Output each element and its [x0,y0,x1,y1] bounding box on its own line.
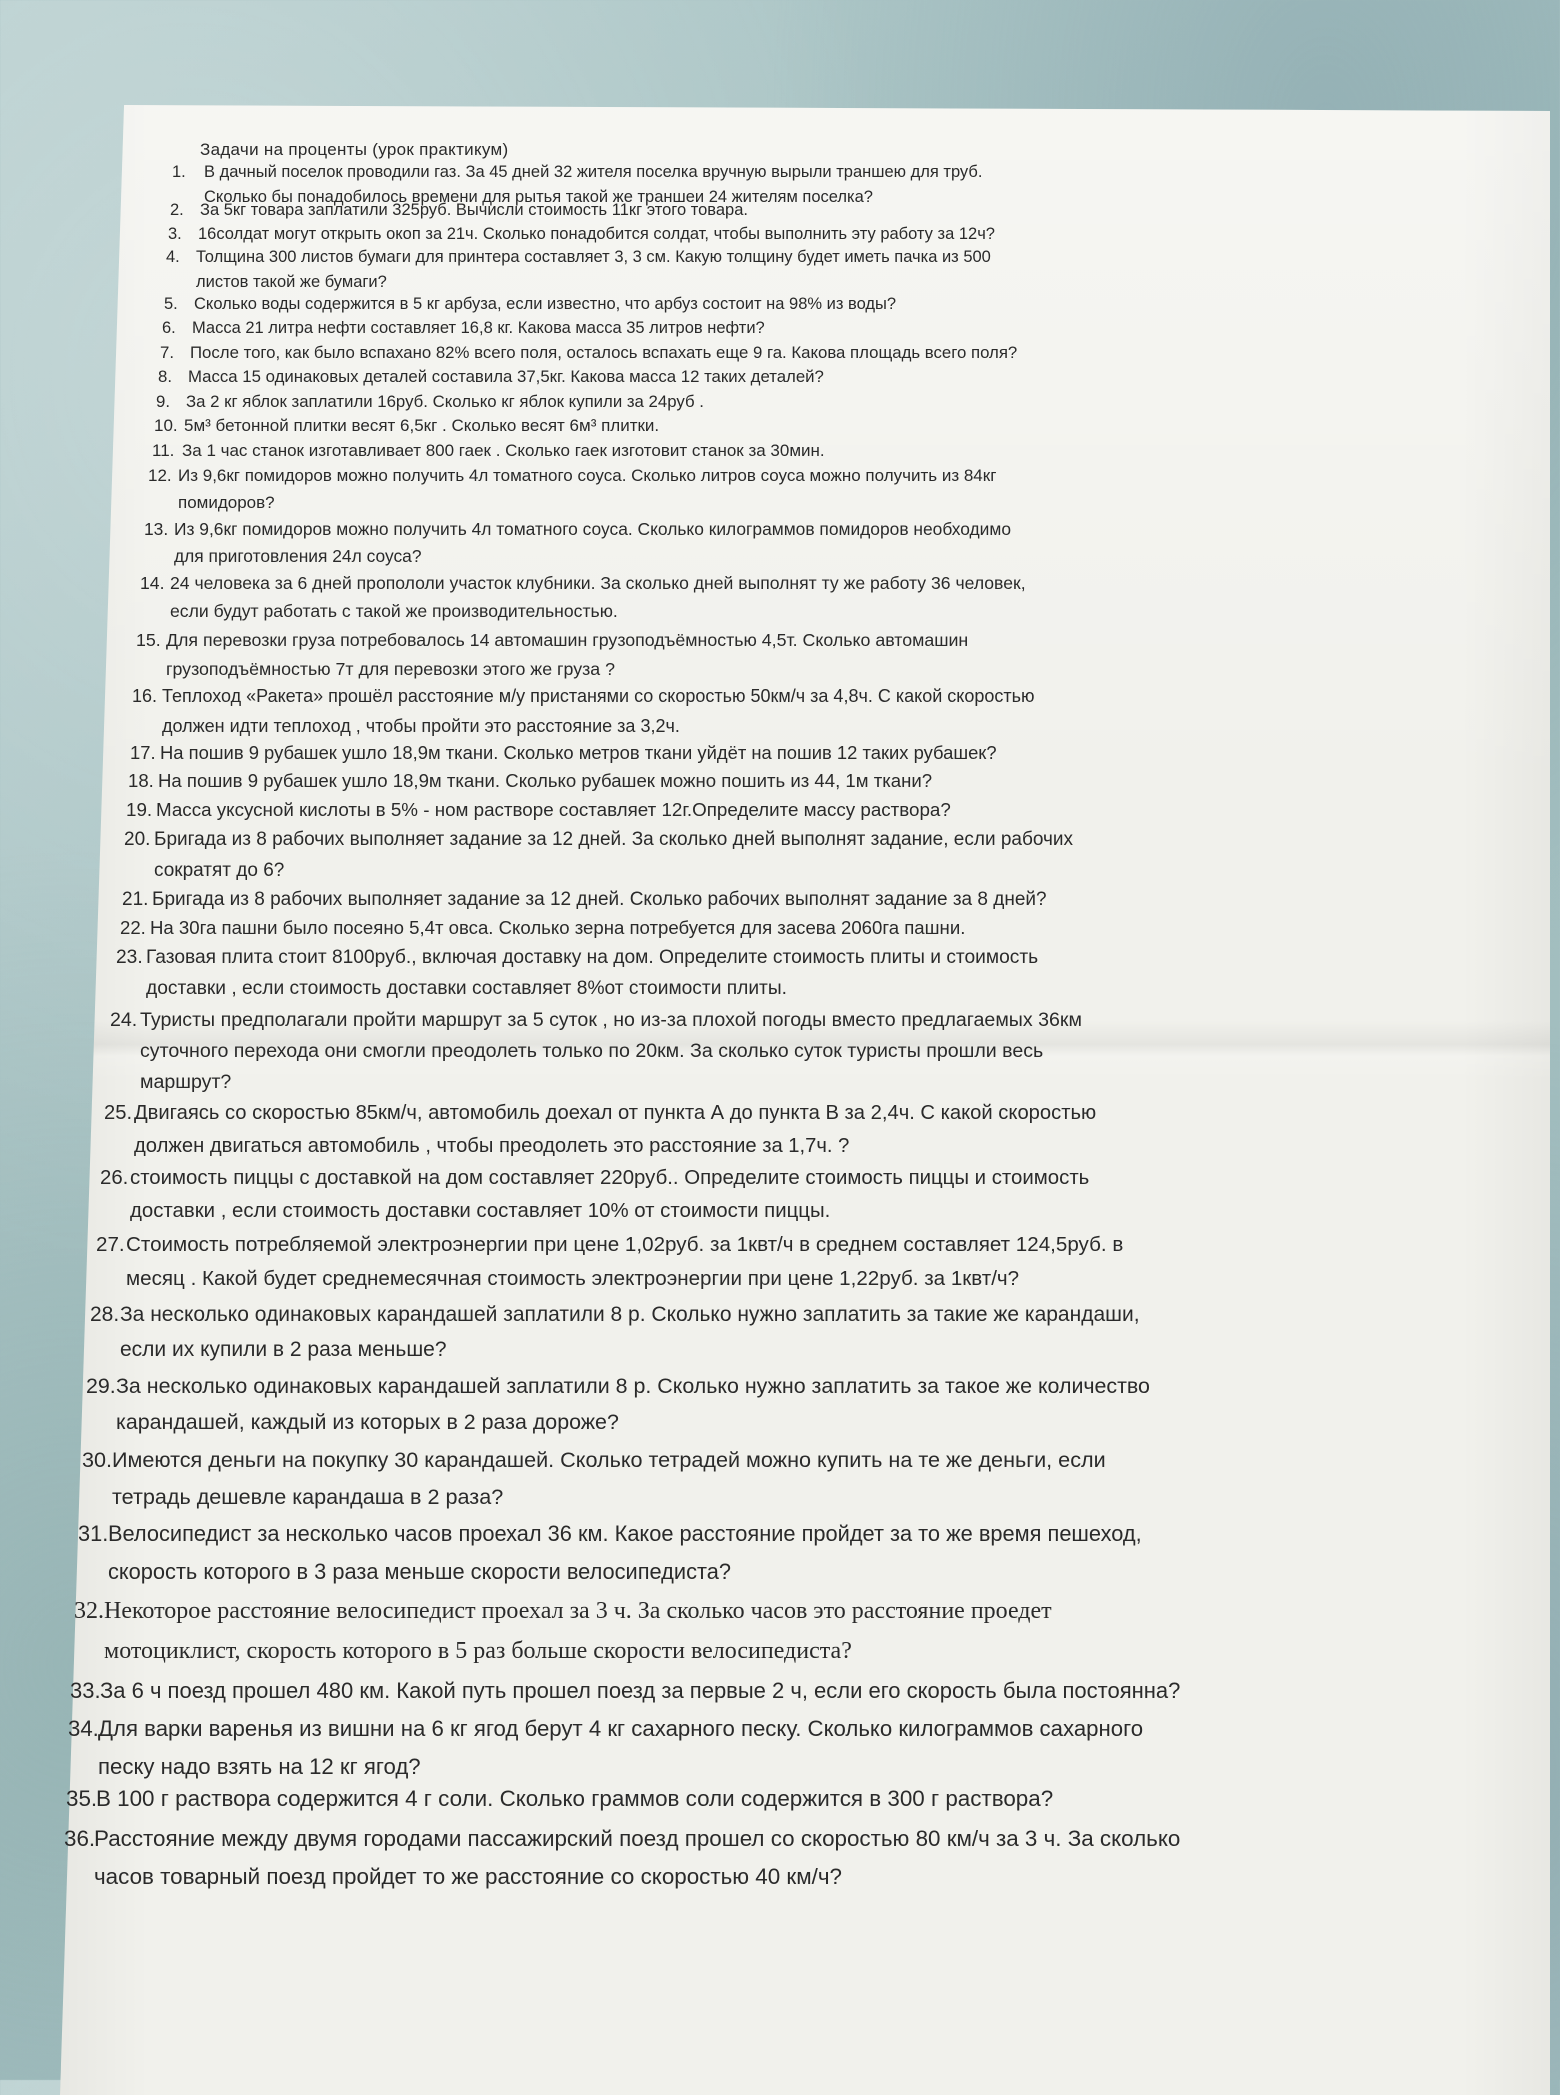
problem-line: 16солдат могут открыть окоп за 21ч. Сколько понадобится солдат, чтобы выполнить эту работу за 12ч? [198,225,995,243]
problem-line: листов такой же бумаги? [196,273,387,291]
problem-text [104,1591,1444,1671]
problem-text [196,245,1376,295]
problem-number: 20. [124,829,151,850]
problem-line: На 30га пашни было посеяно 5,4т овса. Сколько зерна потребуется для засева 2060га пашни. [150,917,966,938]
problem-line: грузоподъёмностью 7т для перевозки этого же груза ? [166,659,615,679]
problem-text [152,885,1392,915]
problem-text [108,1515,1438,1591]
problem-number: 18. [128,770,154,791]
problem-line: если их купили в 2 раза меньше? [120,1338,447,1361]
problem-text [112,1441,1432,1515]
problem-text [188,364,1378,389]
problem-line: Туристы предполагали пройти маршрут за 5 суток , но из-за плохой погоды вместо предлагаемых 36км [140,1009,1082,1031]
problem-number: 23. [116,947,143,968]
problem-line: помидоров? [178,493,275,512]
problem-number: 6. [162,319,176,337]
problem-line: месяц . Какой будет среднемесячная стоимость электроэнергии при цене 1,22руб. за 1квт/ч? [126,1267,1020,1290]
problem-line: Для варки варенья из вишни на 6 кг ягод берут 4 кг сахарного песку. Сколько килограммов сахарного [98,1716,1144,1741]
problem-line: 24 человека за 6 дней пропололи участок клубники. За сколько дней выполнят ту же работу 36 человек, [170,573,1026,593]
problem-line: Масса уксусной кислоты в 5% - ном растворе составляет 12г.Определите массу раствора? [156,799,951,820]
problem-line: Теплоход «Ракета» прошёл расстояние м/у пристанями со скоростью 50км/ч за 4,8ч. С какой скоростью [162,686,1035,706]
problem-number: 15. [136,630,161,650]
problem-text [120,1297,1420,1367]
problem-text [160,738,1390,768]
problem-text [126,1228,1416,1296]
problem-line: Масса 15 одинаковых деталей составила 37,5кг. Какова масса 12 таких деталей? [188,367,824,386]
problem-line: Имеются деньги на покупку 30 карандашей. Сколько тетрадей можно купить на те же деньги, если [112,1447,1106,1472]
problem-line: Некоторое расстояние велосипедист проехал за 3 ч. За сколько часов это расстояние проедет [104,1598,1052,1624]
problem-line: скорость которого в 3 раза меньше скорости велосипедиста? [108,1559,731,1584]
problem-line: На пошив 9 рубашек ушло 18,9м ткани. Сколько рубашек можно пошить из 44, 1м ткани? [158,770,933,791]
problem-text [156,795,1386,825]
problem-line: Расстояние между двумя городами пассажирский поезд прошел со скоростью 80 км/ч за 3 ч. За сколько [94,1826,1181,1851]
problem-number: 32. [74,1598,104,1624]
problem-number: 12. [148,466,172,485]
problem-text [174,516,1384,570]
problem-line: За 1 час станок изготавливает 800 гаек . Сколько гаек изготовит станок за 30мин. [182,441,825,460]
problem-line: должен идти теплоход , чтобы пройти это расстояние за 3,2ч. [162,716,680,736]
problem-text [140,1005,1400,1098]
problem-number: 27. [96,1233,125,1256]
problem-text [158,766,1388,796]
problem-line: В дачный поселок проводили газ. За 45 дней 32 жителя поселка вручную вырыли траншею для труб. [204,163,983,181]
problem-line: Газовая плита стоит 8100руб., включая доставку на дом. Определите стоимость плиты и стоимость [146,947,1039,968]
problem-text [134,1097,1404,1163]
problem-line: суточного перехода они смогли преодолеть только по 20км. За сколько суток туристы прошли весь [140,1040,1044,1062]
problem-line: доставки , если стоимость доставки составляет 8%от стоимости плиты. [146,978,787,999]
problem-number: 26. [100,1167,129,1189]
problem-line: За 2 кг яблок заплатили 16руб. Сколько кг яблок купили за 24руб . [186,392,704,411]
problem-text [166,626,1386,684]
problem-line: Бригада из 8 рабочих выполняет задание за 12 дней. Сколько рабочих выполнят задание за 8 дней? [152,889,1047,910]
problem-text [186,389,1376,414]
problem-text [194,292,1374,317]
problem-line: доставки , если стоимость доставки составляет 10% от стоимости пиццы. [130,1200,831,1222]
problem-line: За 6 ч поезд прошел 480 км. Какой путь прошел поезд за первые 2 ч, если его скорость была постоянна? [100,1678,1181,1703]
problem-line: тетрадь дешевле карандаша в 2 раза? [112,1484,504,1509]
problem-number: 14. [140,573,165,593]
problem-text [96,1780,1466,1818]
problem-line: После того, как было вспахано 82% всего поля, осталось вспахать еще 9 га. Какова площадь всего поля? [190,343,1018,362]
problem-number: 30. [82,1447,113,1472]
problem-line: маршрут? [140,1071,232,1093]
problem-line: За 5кг товара заплатили 325руб. Вычисли стоимость 11кг этого товара. [200,201,748,219]
problem-line: мотоциклист, скорость которого в 5 раз больше скорости велосипедиста? [104,1638,852,1664]
problem-number: 25. [104,1102,133,1124]
problem-text [100,1672,1450,1710]
problem-number: 5. [164,295,178,313]
problem-text [146,942,1396,1004]
problem-number: 3. [168,225,182,243]
problem-line: Из 9,6кг помидоров можно получить 4л томатного соуса. Сколько килограммов помидоров необходимо [174,519,1011,539]
problem-line: Сколько бы понадобилось времени для рытья такой же траншеи 24 жителям поселка? [204,188,873,206]
problem-text [94,1820,1474,1896]
problem-number: 16. [132,686,158,706]
problem-text [130,1162,1410,1228]
problem-line: За несколько одинаковых карандашей заплатили 8 р. Сколько нужно заплатить за такие же карандаши, [120,1303,1140,1326]
problem-number: 2. [170,201,184,219]
problem-line: Велосипедист за несколько часов проехал 36 км. Какое расстояние пройдет за то же время пешеход, [108,1521,1142,1546]
problem-line: Из 9,6кг помидоров можно получить 4л томатного соуса. Сколько литров соуса можно получить из 84кг [178,466,997,485]
problem-number: 35. [66,1786,98,1811]
problem-line: Толщина 300 листов бумаги для принтера составляет 3, 3 см. Какую толщину будет иметь пачка из 500 [196,248,991,266]
problem-line: если будут работать с такой же производительностью. [170,601,618,621]
problem-number: 17. [130,742,156,763]
problem-number: 29. [86,1374,116,1398]
problem-line: 5м³ бетонной плитки весят 6,5кг . Сколько весят 6м³ плитки. [184,416,660,435]
problem-text [154,824,1394,886]
problem-number: 13. [144,519,169,539]
problem-number: 19. [126,799,153,820]
problem-text [182,438,1372,463]
problem-line: карандашей, каждый из которых в 2 раза дороже? [116,1410,619,1434]
problem-line: песку надо взять на 12 кг ягод? [98,1754,421,1779]
problem-line: Сколько воды содержится в 5 кг арбуза, если известно, что арбуз состоит на 98% из воды? [194,295,897,313]
problem-text [150,913,1390,943]
problem-line: стоимость пиццы с доставкой на дом составляет 220руб.. Определите стоимость пиццы и стоимость [130,1167,1090,1189]
problem-text [116,1368,1426,1440]
problem-text [178,462,1378,516]
problem-number: 11. [152,441,175,460]
problem-number: 36. [64,1826,96,1851]
problem-text [162,681,1392,741]
problem-line: Стоимость потребляемой электроэнергии при цене 1,02руб. за 1квт/ч в среднем составляет 124,5руб. в [126,1233,1124,1256]
problem-number: 1. [172,163,186,181]
problem-number: 31. [78,1521,109,1546]
problem-number: 10. [154,416,178,435]
problem-text [184,413,1374,438]
problem-number: 8. [158,367,172,386]
problem-number: 34. [68,1716,99,1741]
problem-line: для приготовления 24л соуса? [174,546,422,566]
problem-line: Масса 21 литра нефти составляет 16,8 кг. Какова масса 35 литров нефти? [192,319,765,337]
problem-number: 28. [90,1303,120,1326]
problem-text [200,198,1370,223]
problem-line: Для перевозки груза потребовалось 14 автомашин грузоподъёмностью 4,5т. Сколько автомашин [166,630,969,650]
problem-text [192,316,1372,341]
problem-text [190,340,1380,365]
problem-text [170,569,1390,625]
problem-line: сократят до 6? [154,860,285,881]
problem-number: 4. [166,248,180,266]
problem-line: В 100 г раствора содержится 4 г соли. Сколько граммов соли содержится в 300 г раствора? [96,1786,1054,1811]
problem-line: За несколько одинаковых карандашей заплатили 8 р. Сколько нужно заплатить за такое же количество [116,1374,1150,1398]
problem-line: На пошив 9 рубашек ушло 18,9м ткани. Сколько метров ткани уйдёт на пошив 12 таких рубашек? [160,742,997,763]
document-title: Задачи на проценты (урок практикум) [200,140,509,159]
problem-line: Бригада из 8 рабочих выполняет задание за 12 дней. За сколько дней выполнят задание, если рабочих [154,829,1074,850]
problem-text [98,1710,1458,1786]
problem-line: Двигаясь со скоростью 85км/ч, автомобиль доехал от пункта А до пункта В за 2,4ч. С какой скоростью [134,1102,1097,1124]
problem-line: должен двигаться автомобиль , чтобы преодолеть это расстояние за 1,7ч. ? [134,1135,850,1157]
problem-number: 7. [160,343,174,362]
problem-number: 22. [120,917,146,938]
problem-number: 9. [156,392,170,411]
problem-number: 33. [70,1678,101,1703]
problem-number: 24. [110,1009,138,1031]
problem-text [198,222,1368,247]
problem-line: часов товарный поезд пройдет то же расстояние со скоростью 40 км/ч? [94,1864,842,1889]
problem-number: 21. [122,889,149,910]
